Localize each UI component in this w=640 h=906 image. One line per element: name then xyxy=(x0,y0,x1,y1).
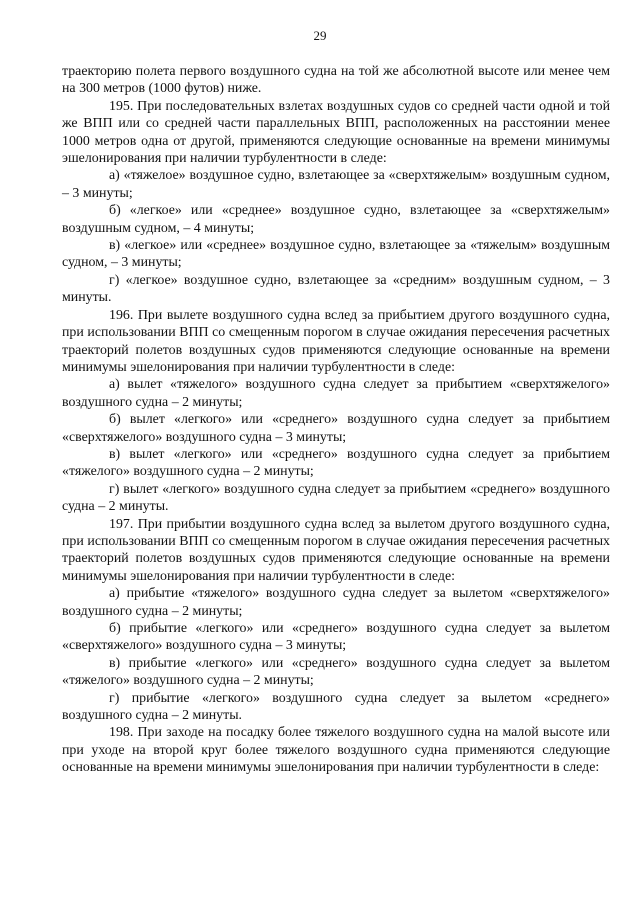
list-item-195-a: а) «тяжелое» воздушное судно, взлетающее за «сверхтяжелым» воздушным судном, – 3 минуты; xyxy=(62,168,610,201)
list-item-195-b: б) «легкое» или «среднее» воздушное судно, взлетающее за «сверхтяжелым» воздушным судном, – 4 минуты; xyxy=(62,203,610,236)
paragraph-continuation: траекторию полета первого воздушного судна на той же абсолютной высоте или менее чем на 300 метров (1000 футов) ниже. xyxy=(62,64,610,97)
paragraph-196: 196. При вылете воздушного судна вслед за прибытием другого воздушного судна, при использовании ВПП со смещенным порогом в случае ожидания пересечения расчетных траекторий полетов воздушных судов применяются следующие основанные на времени минимумы эшелонирования при наличии турбулентности в следе: xyxy=(62,307,610,375)
list-item-197-b: б) прибытие «легкого» или «среднего» воздушного судна следует за вылетом «сверхтяжелого» воздушного судна – 3 минуты; xyxy=(62,621,610,654)
document-body xyxy=(62,63,610,777)
page-number: 29 xyxy=(313,28,327,43)
list-item-196-b: б) вылет «легкого» или «среднего» воздушного судна следует за прибытием «сверхтяжелого» воздушного судна – 3 минуты; xyxy=(62,412,610,445)
paragraph-197: 197. При прибытии воздушного судна вслед за вылетом другого воздушного судна, при использовании ВПП со смещенным порогом в случае ожидания пересечения расчетных траекторий полетов воздушных судов применяются следующие основанные на времени минимумы эшелонирования при наличии турбулентности в следе: xyxy=(62,516,610,584)
list-item-195-v: в) «легкое» или «среднее» воздушное судно, взлетающее за «тяжелым» воздушным судном, – 3 минуты; xyxy=(62,238,610,271)
paragraph-198: 198. При заходе на посадку более тяжелого воздушного судна на малой высоте или при уходе на второй круг более тяжелого воздушного судна применяются следующие основанные на времени минимумы эшелонирования при наличии турбулентности в следе: xyxy=(62,725,610,776)
list-item-196-g: г) вылет «легкого» воздушного судна следует за прибытием «среднего» воздушного судна – 2 минуты. xyxy=(62,481,610,515)
list-item-196-v: в) вылет «легкого» или «среднего» воздушного судна следует за прибытием «тяжелого» воздушного судна – 2 минуты; xyxy=(62,446,610,480)
list-item-197-g: г) прибытие «легкого» воздушного судна следует за вылетом «среднего» воздушного судна – 2 минуты. xyxy=(62,690,610,724)
list-item-195-g: г) «легкое» воздушное судно, взлетающее за «средним» воздушным судном, – 3 минуты. xyxy=(62,272,610,306)
list-item-197-a: а) прибытие «тяжелого» воздушного судна следует за вылетом «сверхтяжелого» воздушного судна – 2 минуты; xyxy=(62,586,610,619)
list-item-197-v: в) прибытие «легкого» или «среднего» воздушного судна следует за вылетом «тяжелого» воздушного судна – 2 минуты; xyxy=(62,655,610,689)
list-item-196-a: а) вылет «тяжелого» воздушного судна следует за прибытием «сверхтяжелого» воздушного судна – 2 минуты; xyxy=(62,377,610,410)
paragraph-195: 195. При последовательных взлетах воздушных судов со средней части одной и той же ВПП или со средней части параллельных ВПП, расположенных на расстоянии менее 1000 метров одна от другой, применяются следующие основанные на времени минимумы эшелонирования при наличии турбулентности в следе: xyxy=(62,98,610,167)
